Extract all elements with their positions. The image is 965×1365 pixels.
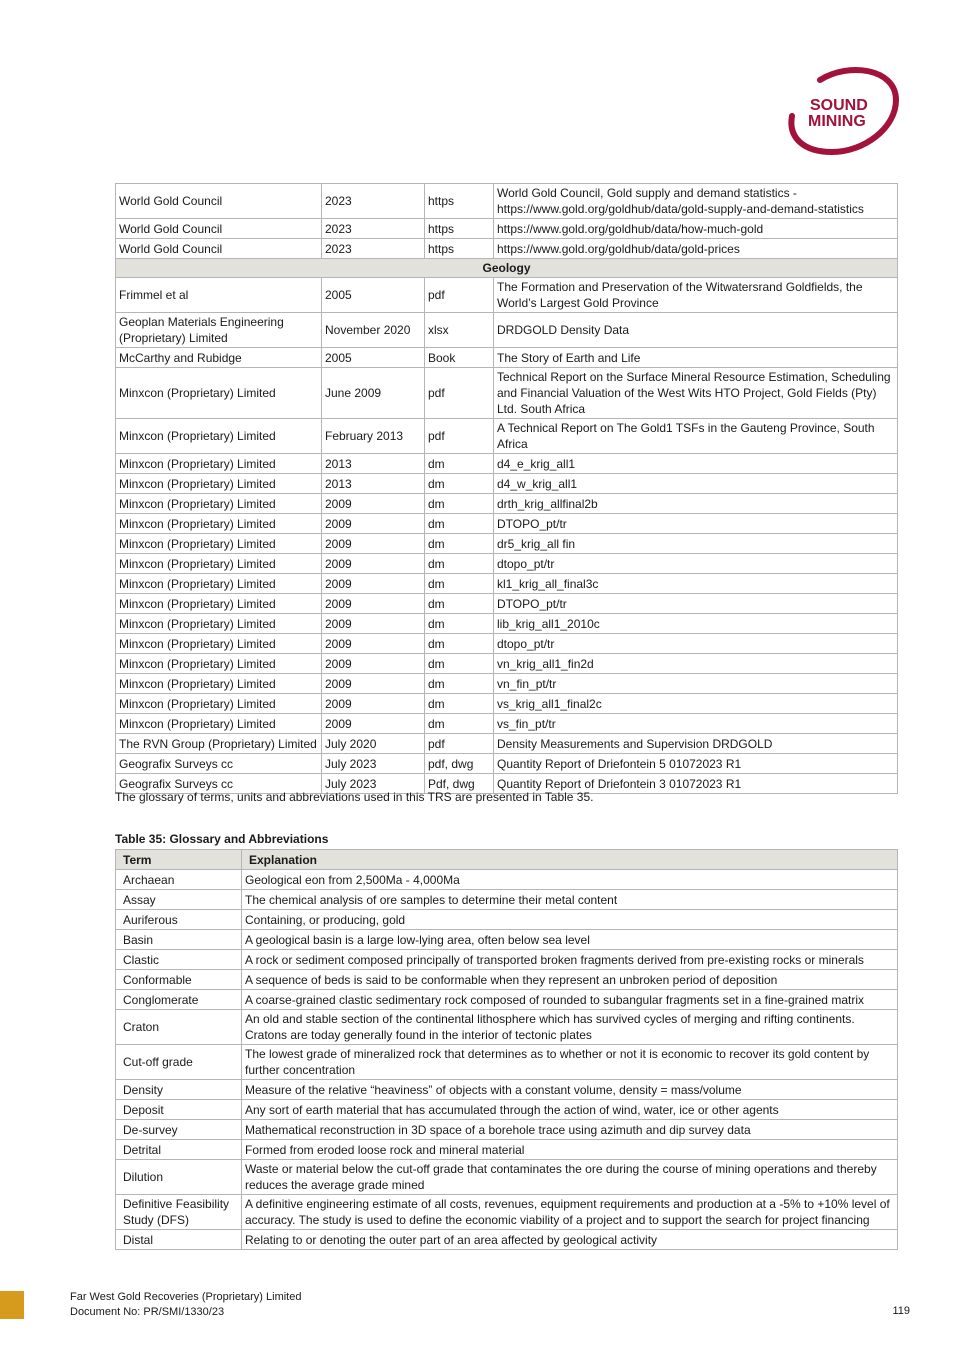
reference-row	[116, 574, 898, 594]
glossary-term: Archaean	[116, 870, 242, 890]
glossary-term: Detrital	[116, 1140, 242, 1160]
reference-format: pdf, dwg	[425, 754, 494, 774]
reference-row	[116, 239, 898, 259]
reference-description: A Technical Report on The Gold1 TSFs in the Gauteng Province, South Africa	[494, 419, 898, 454]
reference-description: https://www.gold.org/goldhub/data/how-much-gold	[494, 219, 898, 239]
reference-description: World Gold Council, Gold supply and demand statistics - https://www.gold.org/goldhub/data/gold-supply-and-demand-statistics	[494, 184, 898, 219]
reference-date: 2005	[322, 348, 425, 368]
glossary-term: Cut-off grade	[116, 1045, 242, 1080]
reference-row	[116, 313, 898, 348]
glossary-term: Clastic	[116, 950, 242, 970]
reference-date: 2009	[322, 554, 425, 574]
reference-format: https	[425, 219, 494, 239]
reference-date: 2009	[322, 514, 425, 534]
reference-date: November 2020	[322, 313, 425, 348]
reference-date: 2009	[322, 494, 425, 514]
glossary-explanation: Measure of the relative “heaviness” of objects with a constant volume, density = mass/volume	[242, 1080, 898, 1100]
reference-row	[116, 594, 898, 614]
glossary-row	[116, 1080, 898, 1100]
section-title: Geology	[116, 259, 898, 278]
glossary-row	[116, 1100, 898, 1120]
glossary-explanation: A definitive engineering estimate of all costs, revenues, equipment requirements and production at a -5% to +10% level of accuracy. The study is used to define the economic viability of a project and to support the search for project financing	[242, 1195, 898, 1230]
reference-date: 2009	[322, 634, 425, 654]
reference-row	[116, 278, 898, 313]
reference-description: dtopo_pt/tr	[494, 554, 898, 574]
reference-description: dr5_krig_all fin	[494, 534, 898, 554]
reference-format: dm	[425, 654, 494, 674]
reference-author: Minxcon (Proprietary) Limited	[116, 534, 322, 554]
reference-format: dm	[425, 614, 494, 634]
reference-description: dtopo_pt/tr	[494, 634, 898, 654]
glossary-explanation: Mathematical reconstruction in 3D space of a borehole trace using azimuth and dip survey data	[242, 1120, 898, 1140]
glossary-term: Dilution	[116, 1160, 242, 1195]
reference-format: pdf	[425, 734, 494, 754]
reference-author: World Gold Council	[116, 239, 322, 259]
reference-format: https	[425, 239, 494, 259]
reference-date: February 2013	[322, 419, 425, 454]
glossary-explanation: Waste or material below the cut-off grade that contaminates the ore during the course of mining operations and thereby reduces the average grade mined	[242, 1160, 898, 1195]
footer-company: Far West Gold Recoveries (Proprietary) Limited	[70, 1291, 302, 1303]
glossary-row	[116, 910, 898, 930]
reference-author: Geografix Surveys cc	[116, 754, 322, 774]
reference-row	[116, 368, 898, 419]
glossary-term: Density	[116, 1080, 242, 1100]
reference-author: Minxcon (Proprietary) Limited	[116, 634, 322, 654]
footer-document-number: Document No: PR/SMI/1330/23	[70, 1306, 225, 1318]
glossary-row	[116, 1140, 898, 1160]
glossary-row	[116, 950, 898, 970]
reference-description: vn_fin_pt/tr	[494, 674, 898, 694]
reference-description: vn_krig_all1_fin2d	[494, 654, 898, 674]
reference-row	[116, 734, 898, 754]
reference-format: dm	[425, 454, 494, 474]
glossary-header-row	[116, 850, 898, 870]
reference-date: 2023	[322, 184, 425, 219]
reference-format: xlsx	[425, 313, 494, 348]
glossary-explanation: The chemical analysis of ore samples to determine their metal content	[242, 890, 898, 910]
glossary-row	[116, 990, 898, 1010]
reference-author: Geografix Surveys cc	[116, 774, 322, 794]
glossary-row	[116, 1010, 898, 1045]
glossary-explanation: A sequence of beds is said to be conformable when they represent an unbroken period of deposition	[242, 970, 898, 990]
reference-author: Geoplan Materials Engineering (Proprietary) Limited	[116, 313, 322, 348]
reference-date: 2023	[322, 239, 425, 259]
reference-author: Minxcon (Proprietary) Limited	[116, 694, 322, 714]
reference-format: dm	[425, 514, 494, 534]
reference-description: The Formation and Preservation of the Witwatersrand Goldfields, the World’s Largest Gold Province	[494, 278, 898, 313]
reference-date: 2009	[322, 534, 425, 554]
reference-description: DTOPO_pt/tr	[494, 514, 898, 534]
glossary-row	[116, 1160, 898, 1195]
glossary-intro-text: The glossary of terms, units and abbreviations used in this TRS are presented in Table 35.	[115, 790, 594, 804]
reference-date: July 2020	[322, 734, 425, 754]
reference-row	[116, 614, 898, 634]
reference-row	[116, 554, 898, 574]
glossary-row	[116, 1045, 898, 1080]
reference-format: dm	[425, 594, 494, 614]
reference-row	[116, 419, 898, 454]
footer-accent-block	[0, 1291, 24, 1319]
reference-format: Book	[425, 348, 494, 368]
reference-format: https	[425, 184, 494, 219]
reference-description: The Story of Earth and Life	[494, 348, 898, 368]
reference-author: Minxcon (Proprietary) Limited	[116, 368, 322, 419]
reference-date: 2023	[322, 219, 425, 239]
reference-row	[116, 654, 898, 674]
reference-author: World Gold Council	[116, 184, 322, 219]
reference-date: 2009	[322, 674, 425, 694]
reference-format: dm	[425, 674, 494, 694]
reference-row	[116, 754, 898, 774]
glossary-term: Distal	[116, 1230, 242, 1250]
reference-author: Minxcon (Proprietary) Limited	[116, 474, 322, 494]
reference-author: Minxcon (Proprietary) Limited	[116, 419, 322, 454]
glossary-explanation: Any sort of earth material that has accumulated through the action of wind, water, ice or other agents	[242, 1100, 898, 1120]
reference-date: 2013	[322, 474, 425, 494]
reference-author: Minxcon (Proprietary) Limited	[116, 674, 322, 694]
glossary-term: Deposit	[116, 1100, 242, 1120]
reference-author: Frimmel et al	[116, 278, 322, 313]
glossary-explanation: Containing, or producing, gold	[242, 910, 898, 930]
reference-format: dm	[425, 714, 494, 734]
reference-date: 2013	[322, 454, 425, 474]
reference-description: lib_krig_all1_2010c	[494, 614, 898, 634]
glossary-explanation: The lowest grade of mineralized rock that determines as to whether or not it is economic to recover its gold content by further concentration	[242, 1045, 898, 1080]
glossary-explanation: A geological basin is a large low-lying area, often below sea level	[242, 930, 898, 950]
reference-format: dm	[425, 494, 494, 514]
glossary-term: Conglomerate	[116, 990, 242, 1010]
glossary-term: Basin	[116, 930, 242, 950]
reference-row	[116, 184, 898, 219]
column-header-explanation: Explanation	[242, 850, 898, 870]
glossary-explanation: Formed from eroded loose rock and mineral material	[242, 1140, 898, 1160]
reference-author: Minxcon (Proprietary) Limited	[116, 574, 322, 594]
reference-date: July 2023	[322, 774, 425, 794]
reference-author: Minxcon (Proprietary) Limited	[116, 594, 322, 614]
reference-row	[116, 494, 898, 514]
reference-description: Quantity Report of Driefontein 3 01072023 R1	[494, 774, 898, 794]
column-header-term: Term	[116, 850, 242, 870]
references-table	[115, 183, 898, 794]
reference-description: Technical Report on the Surface Mineral Resource Estimation, Scheduling and Financial Valuation of the West Wits HTO Project, Gold Fields (Pty) Ltd. South Africa	[494, 368, 898, 419]
reference-date: 2009	[322, 654, 425, 674]
reference-row	[116, 634, 898, 654]
reference-description: Quantity Report of Driefontein 5 01072023 R1	[494, 754, 898, 774]
reference-format: dm	[425, 634, 494, 654]
logo-line-1: SOUND	[810, 97, 868, 114]
glossary-explanation: A rock or sediment composed principally of transported broken fragments derived from pre-existing rocks or minerals	[242, 950, 898, 970]
reference-row	[116, 348, 898, 368]
glossary-term: De-survey	[116, 1120, 242, 1140]
reference-author: Minxcon (Proprietary) Limited	[116, 514, 322, 534]
reference-row	[116, 474, 898, 494]
reference-row	[116, 714, 898, 734]
reference-format: dm	[425, 534, 494, 554]
glossary-row	[116, 1195, 898, 1230]
reference-description: d4_e_krig_all1	[494, 454, 898, 474]
page-number: 119	[892, 1305, 910, 1317]
reference-description: Density Measurements and Supervision DRDGOLD	[494, 734, 898, 754]
reference-date: 2009	[322, 694, 425, 714]
reference-date: 2009	[322, 614, 425, 634]
reference-author: Minxcon (Proprietary) Limited	[116, 454, 322, 474]
glossary-term: Craton	[116, 1010, 242, 1045]
glossary-term: Assay	[116, 890, 242, 910]
reference-author: Minxcon (Proprietary) Limited	[116, 494, 322, 514]
reference-date: July 2023	[322, 754, 425, 774]
reference-date: 2009	[322, 574, 425, 594]
reference-format: dm	[425, 554, 494, 574]
reference-description: https://www.gold.org/goldhub/data/gold-prices	[494, 239, 898, 259]
glossary-term: Conformable	[116, 970, 242, 990]
reference-date: 2009	[322, 714, 425, 734]
reference-author: Minxcon (Proprietary) Limited	[116, 554, 322, 574]
reference-format: Pdf, dwg	[425, 774, 494, 794]
section-header-row	[116, 259, 898, 278]
reference-format: pdf	[425, 368, 494, 419]
glossary-row	[116, 1120, 898, 1140]
glossary-row	[116, 970, 898, 990]
reference-date: 2005	[322, 278, 425, 313]
reference-row	[116, 219, 898, 239]
reference-row	[116, 514, 898, 534]
reference-author: Minxcon (Proprietary) Limited	[116, 654, 322, 674]
reference-description: vs_fin_pt/tr	[494, 714, 898, 734]
reference-description: vs_krig_all1_final2c	[494, 694, 898, 714]
reference-author: World Gold Council	[116, 219, 322, 239]
reference-format: pdf	[425, 419, 494, 454]
reference-description: drth_krig_allfinal2b	[494, 494, 898, 514]
reference-author: The RVN Group (Proprietary) Limited	[116, 734, 322, 754]
glossary-explanation: An old and stable section of the continental lithosphere which has survived cycles of merging and rifting continents. Cratons are today generally found in the interior of tectonic plates	[242, 1010, 898, 1045]
reference-format: dm	[425, 574, 494, 594]
reference-description: d4_w_krig_all1	[494, 474, 898, 494]
reference-description: kl1_krig_all_final3c	[494, 574, 898, 594]
reference-row	[116, 534, 898, 554]
footer	[70, 1290, 301, 1320]
reference-description: DTOPO_pt/tr	[494, 594, 898, 614]
reference-author: McCarthy and Rubidge	[116, 348, 322, 368]
table-caption: Table 35: Glossary and Abbreviations	[115, 832, 329, 846]
reference-row	[116, 694, 898, 714]
glossary-row	[116, 890, 898, 910]
reference-row	[116, 674, 898, 694]
reference-date: 2009	[322, 594, 425, 614]
glossary-row	[116, 1230, 898, 1250]
glossary-explanation: Relating to or denoting the outer part of an area affected by geological activity	[242, 1230, 898, 1250]
glossary-row	[116, 870, 898, 890]
glossary-term: Definitive Feasibility Study (DFS)	[116, 1195, 242, 1230]
glossary-row	[116, 930, 898, 950]
reference-format: dm	[425, 474, 494, 494]
glossary-explanation: A coarse-grained clastic sedimentary rock composed of rounded to subangular fragments set in a fine-grained matrix	[242, 990, 898, 1010]
reference-format: dm	[425, 694, 494, 714]
sound-mining-logo	[786, 66, 902, 158]
glossary-table	[115, 849, 898, 1250]
reference-description: DRDGOLD Density Data	[494, 313, 898, 348]
reference-author: Minxcon (Proprietary) Limited	[116, 614, 322, 634]
glossary-explanation: Geological eon from 2,500Ma - 4,000Ma	[242, 870, 898, 890]
glossary-term: Auriferous	[116, 910, 242, 930]
logo-line-2: MINING	[808, 113, 866, 130]
reference-format: pdf	[425, 278, 494, 313]
reference-date: June 2009	[322, 368, 425, 419]
reference-author: Minxcon (Proprietary) Limited	[116, 714, 322, 734]
reference-row	[116, 454, 898, 474]
